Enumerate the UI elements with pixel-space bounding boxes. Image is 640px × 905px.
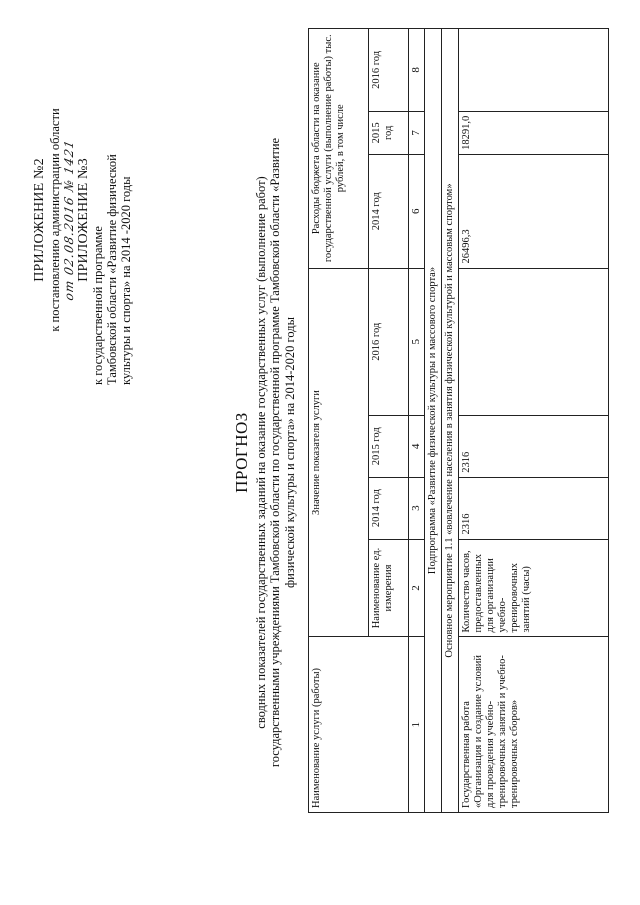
column-number: 3 — [409, 477, 425, 539]
cell-value-2016 — [458, 268, 608, 415]
header-year-2015: 2015 год — [369, 415, 409, 477]
appendix-3-heading: ПРИЛОЖЕНИЕ №3 — [75, 158, 91, 282]
column-number: 5 — [409, 268, 425, 415]
column-number: 6 — [409, 154, 425, 268]
column-number: 1 — [409, 637, 425, 813]
subtitle-line-3: физической культуры и спорта» на 2014-2020 годы — [282, 316, 297, 589]
appendix-3-line-3: культуры и спорта» на 2014 -2020 годы — [119, 176, 134, 385]
document-subtitle — [254, 80, 297, 825]
table-row — [458, 29, 608, 813]
main-activity-title: Основное мероприятие 1.1 «вовлечение населения в занятия физической культурой и массовым спортом» — [441, 29, 458, 813]
main-activity-row — [441, 29, 458, 813]
cell-value-2014: 2316 — [458, 477, 608, 539]
header-indicator-value: Значение показателя услуги — [309, 268, 369, 637]
column-number: 7 — [409, 111, 425, 154]
subtitle-line-1: сводных показателей государственных заданий на оказание государственных услуг (выполнение работ) — [254, 176, 268, 729]
column-number: 2 — [409, 539, 425, 637]
document-title: ПРОГНОЗ — [232, 412, 251, 493]
appendix-3-line-1: к государственной программе — [91, 226, 106, 385]
column-number: 4 — [409, 415, 425, 477]
header-year-2016: 2016 год — [369, 268, 409, 415]
header-exp-year-2015: 2015 год — [369, 111, 409, 154]
appendix-2-reference: к постановлению администрации области — [47, 108, 62, 332]
appendix-3-line-2: Тамбовской области «Развитие физической — [105, 154, 120, 385]
column-number-row — [409, 29, 425, 813]
header-expenses: Расходы бюджета области на оказание государственной услуги (выполнение работы) тыс. рублей, в том числе — [309, 29, 369, 269]
header-exp-year-2014: 2014 год — [369, 154, 409, 268]
cell-value-2015: 2316 — [458, 415, 608, 477]
cell-expense-2014: 26496,3 — [458, 154, 608, 268]
header-year-2014: 2014 год — [369, 477, 409, 539]
forecast-table — [308, 28, 609, 813]
appendix-2-heading: ПРИЛОЖЕНИЕ №2 — [32, 158, 47, 282]
cell-service: Государственная работа «Организация и создание условий для проведения учебно-тренировочных занятий и учебно-тренировочных сборов» — [458, 637, 608, 813]
subtitle-line-2: государственными учреждениями Тамбовской области по государственной программе Тамбовской области «Развитие — [268, 137, 283, 768]
column-number: 8 — [409, 29, 425, 112]
subprogram-title: Подпрограмма «Развитие физической культуры и массового спорта» — [424, 29, 441, 813]
appendix-block — [32, 55, 133, 385]
cell-expense-2016 — [458, 29, 608, 112]
header-unit-name: Наименование ед. измерения — [369, 539, 409, 637]
cell-unit: Количество часов, предоставленных для организации учебно-тренировочных занятий (часы) — [458, 539, 608, 637]
header-exp-year-2016: 2016 год — [369, 29, 409, 112]
cell-expense-2015: 18291,0 — [458, 111, 608, 154]
subprogram-row — [424, 29, 441, 813]
header-service-name: Наименование услуги (работы) — [309, 637, 409, 813]
handwritten-date-number: от 02.08.2016 № 1421 — [61, 138, 76, 302]
